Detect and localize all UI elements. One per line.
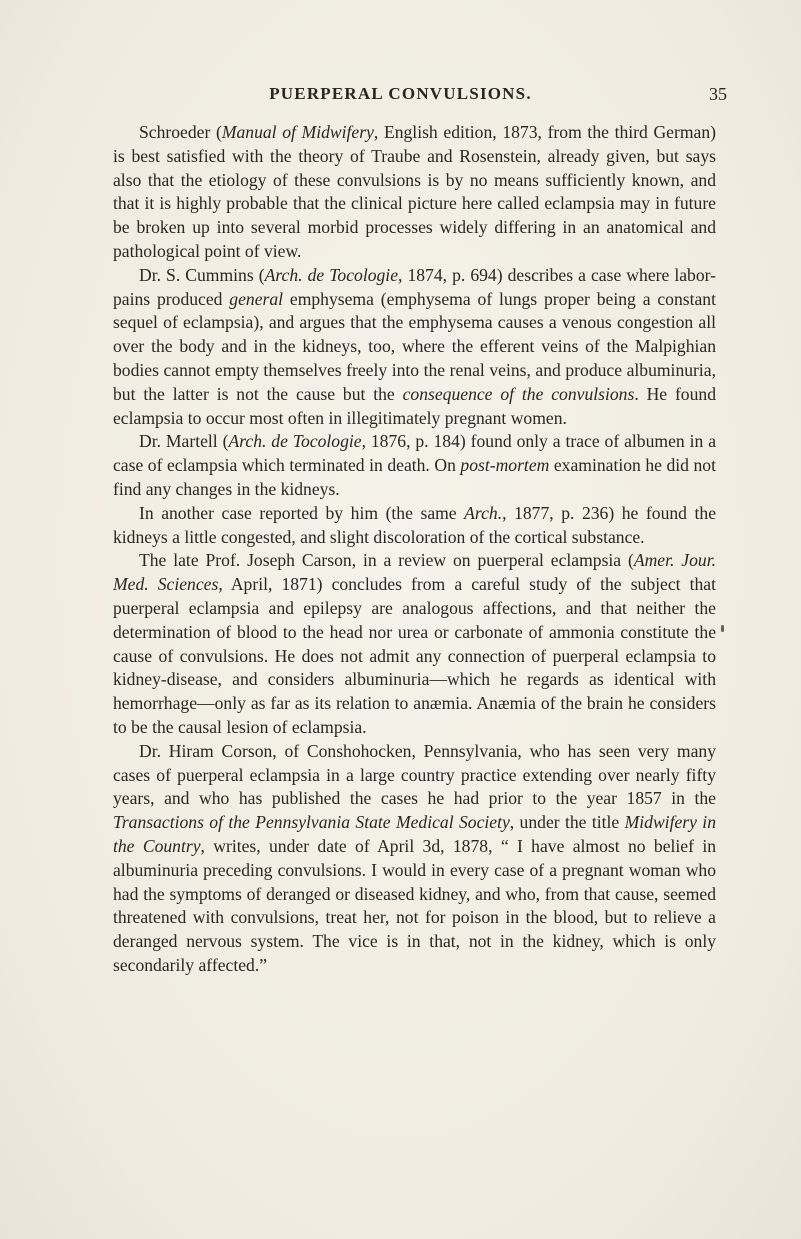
italic-text: Amer. Jour. Med. Sciences: [113, 550, 716, 595]
paragraph: [113, 121, 716, 264]
paragraph: [113, 430, 716, 501]
text-run: , 1874, p. 694) describes a case where labor-pains produced: [113, 264, 716, 309]
italic-text: Arch. de Tocologie: [228, 431, 362, 452]
text-run: , under the title: [509, 812, 625, 833]
text-run: , April, 1871) concludes from a careful study of the subject that puerperal eclampsia and epilepsy are analogous affections, and that neither the determination of blood to the head nor urea or carbonate of ammonia constitute the cause of convulsions. He does not admit any connection of puerperal eclampsia to kidney-disease, and considers albuminuria—which he regards as identical with hemorrhage—only as far as its relation to anæmia. Anæmia of the brain he considers to be the causal lesion of eclampsia.: [113, 574, 717, 737]
text-run: Schroeder (: [139, 122, 222, 142]
page-number: 35: [709, 84, 727, 104]
text-run: , English edition, 1873, from the third German) is best satisfied with the theory of Traube and Rosenstein, already given, but says also that the etiology of these convulsions is by no means sufficiently known, and that it is highly probable that the clinical picture here called eclampsia may in future be broken up into several morbid processes widely differing in an anatomical and pathological point of view.: [113, 122, 716, 261]
italic-text: Transactions of the Pennsylvania State Medical Society: [113, 812, 510, 833]
text-run: In another case reported by him (the same: [139, 502, 465, 523]
text-run: , writes, under date of April 3d, 1878, “ I have almost no belief in albuminuria preceding convulsions. I would in every case of a pregnant woman who had the symptoms of deranged or diseased kidney, and who, from that cause, seemed threatened with convulsions, treat her, not for poison in the blood, but to relieve a deranged nervous system. The vice is in that, not in the kidney, which is only secondarily affected.”: [113, 835, 716, 975]
italic-text: Arch.: [464, 502, 503, 523]
text-run: examination he did not find any changes in the kidneys.: [113, 455, 716, 499]
italic-text: Manual of Midwifery: [221, 122, 374, 142]
body-text: [113, 121, 716, 978]
paragraph: [113, 740, 716, 978]
running-head: [0, 84, 801, 108]
paragraph: [113, 549, 716, 739]
italic-text: Arch. de Tocologie: [264, 264, 399, 285]
ink-speck: [721, 625, 724, 632]
italic-text: post-mortem: [460, 455, 550, 476]
italic-text: general: [229, 288, 284, 309]
text-run: Dr. S. Cummins (: [139, 264, 265, 285]
running-title: PUERPERAL CONVULSIONS.: [269, 84, 532, 103]
paragraph: [113, 502, 716, 550]
text-run: The late Prof. Joseph Carson, in a review on puerperal eclampsia (: [139, 550, 634, 571]
italic-text: Midwifery in the Country: [113, 812, 716, 856]
text-run: . He found eclampsia to occur most often in illegitimately pregnant women.: [113, 383, 716, 428]
text-run: Dr. Martell (: [139, 431, 229, 452]
text-run: Dr. Hiram Corson, of Conshohocken, Pennsylvania, who has seen very many cases of puerperal eclampsia in a large country practice extending over nearly fifty years, and who has published the cases he had prior to the year 1857 in the: [113, 740, 716, 809]
text-run: , 1876, p. 184) found only a trace of albumen in a case of eclampsia which terminated in death. On: [113, 431, 716, 476]
italic-text: consequence of the convulsions: [402, 383, 635, 404]
paragraph: [113, 264, 716, 431]
text-run: emphysema (emphysema of lungs proper being a constant sequel of eclampsia), and argues that the emphysema causes a venous congestion all over the body and in the kidneys, too, where the efferent veins of the Malpighian bodies cannot empty themselves freely into the renal veins, and produce albuminuria, but the latter is not the cause but the: [113, 288, 716, 404]
text-run: , 1877, p. 236) he found the kidneys a little congested, and slight discoloration of the cortical substance.: [113, 502, 717, 547]
